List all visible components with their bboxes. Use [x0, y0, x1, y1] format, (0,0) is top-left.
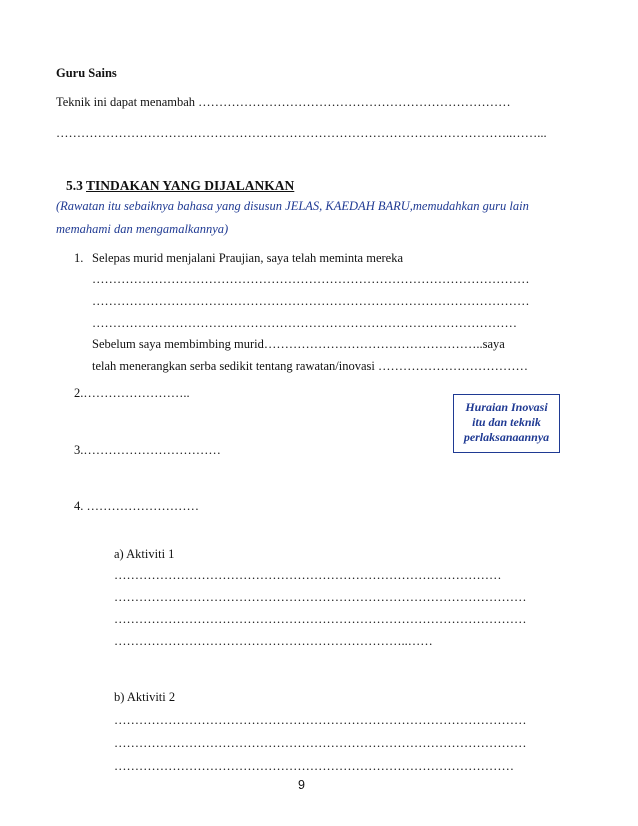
- item-1-dots-1: ……………………………………………………………………………………………: [92, 272, 530, 286]
- aktiviti-1-dots-1: …………………………………………………………………………………: [114, 568, 502, 582]
- aktiviti-2-dots-3: ……………………………………………………………………………………: [114, 759, 514, 773]
- callout-line-1: Huraian Inovasi: [465, 400, 548, 414]
- guru-sains-line-2: ………………………………………………………………………………………………..……...: [56, 126, 547, 140]
- aktiviti-1-label: a) Aktiviti 1: [114, 547, 175, 561]
- section-title: TINDAKAN YANG DIJALANKAN: [86, 178, 295, 193]
- aktiviti-1-dots-2: ………………………………………………………………………………………: [114, 590, 527, 604]
- callout-line-2: itu dan teknik: [472, 415, 541, 429]
- section-heading: [66, 178, 294, 194]
- aktiviti-1-dots-3: ………………………………………………………………………………………: [114, 612, 527, 626]
- guru-sains-heading: Guru Sains: [56, 66, 117, 80]
- item-2: 2.……………………..: [74, 386, 190, 400]
- item-1-text: Selepas murid menjalani Praujian, saya telah meminta mereka: [92, 251, 404, 265]
- section-note-line-2: memahami dan mengamalkannya): [56, 222, 229, 236]
- aktiviti-2-dots-2: ………………………………………………………………………………………: [114, 736, 527, 750]
- section-note-line-1: (Rawatan itu sebaiknya bahasa yang disusun JELAS, KAEDAH BARU,memudahkan guru lain: [56, 199, 529, 213]
- item-1-dots-3: …………………………………………………………………………………………: [92, 316, 517, 330]
- item-1-dots-2: ……………………………………………………………………………………………: [92, 294, 530, 308]
- section-number: 5.3: [66, 178, 83, 193]
- item-4: 4. ………………………: [74, 499, 199, 513]
- callout-box: [453, 394, 560, 453]
- page-number: 9: [298, 778, 305, 792]
- item-1-line-a: Sebelum saya membimbing murid……………………………………………..saya: [92, 337, 505, 351]
- aktiviti-1-dots-4: ……………………………………………………………..……: [114, 634, 433, 648]
- aktiviti-2-label: b) Aktiviti 2: [114, 690, 176, 704]
- guru-sains-line-1: Teknik ini dapat menambah …………………………………………………………………: [56, 95, 511, 109]
- item-1-marker: 1.: [74, 251, 84, 265]
- aktiviti-2-dots-1: ………………………………………………………………………………………: [114, 713, 527, 727]
- item-3: 3.……………………………: [74, 443, 221, 457]
- item-1-line-b: telah menerangkan serba sedikit tentang rawatan/inovasi ………………………………: [92, 359, 529, 373]
- callout-line-3: perlaksanaannya: [463, 430, 550, 444]
